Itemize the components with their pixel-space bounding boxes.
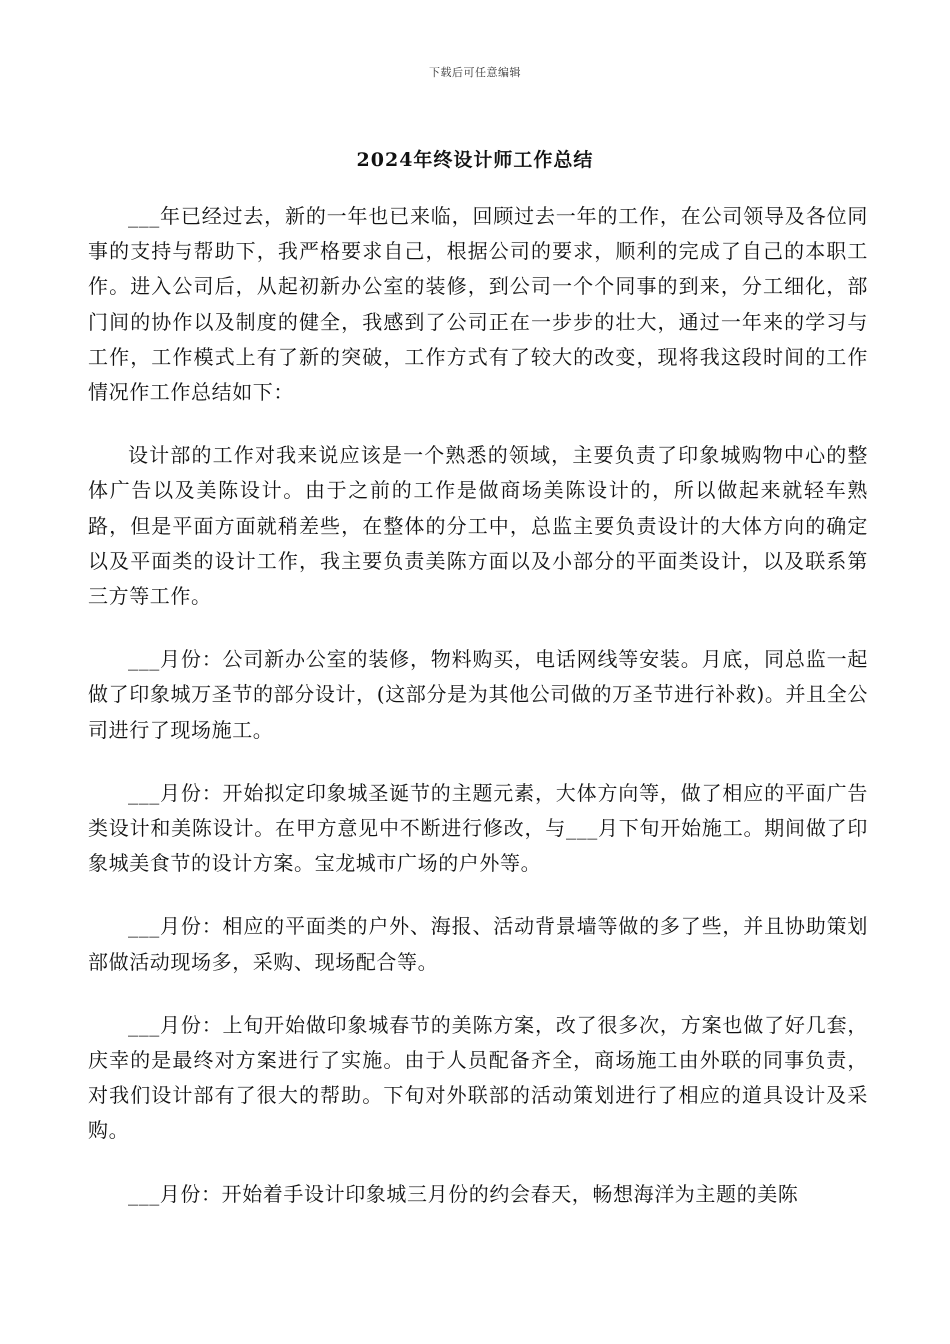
paragraph-month-2: ___月份：开始拟定印象城圣诞节的主题元素，大体方向等，做了相应的平面广告类设计和美陈设计。在甲方意见中不断进行修改，与___月下旬开始施工。期间做了印象城美食节的设计方案。宝龙城市广场的户外等。 bbox=[88, 780, 868, 876]
document-title: 2024年终设计师工作总结 bbox=[356, 149, 594, 171]
paragraph-month-5: ___月份：开始着手设计印象城三月份的约会春天，畅想海洋为主题的美陈 bbox=[128, 1181, 799, 1206]
document-body bbox=[88, 199, 868, 1240]
paragraph-month-1: ___月份：公司新办公室的装修，物料购买，电话网线等安装。月底，同总监一起做了印象城万圣节的部分设计，(这部分是为其他公司做的万圣节进行补救)。并且全公司进行了现场施工。 bbox=[88, 647, 868, 742]
paragraph-design-dept: 设计部的工作对我来说应该是一个熟悉的领域，主要负责了印象城购物中心的整体广告以及美陈设计。由于之前的工作是做商场美陈设计的，所以做起来就轻车熟路，但是平面方面就稍差些，在整体的分工中，总监主要负责设计的大体方向的确定以及平面类的设计工作，我主要负责美陈方面以及小部分的平面类设计，以及联系第三方等工作。 bbox=[88, 443, 868, 609]
paragraph-month-3: ___月份：相应的平面类的户外、海报、活动背景墙等做的多了些，并且协助策划部做活动现场多，采购、现场配合等。 bbox=[88, 914, 868, 974]
paragraph-month-4: ___月份：上旬开始做印象城春节的美陈方案，改了很多次，方案也做了好几套，庆幸的是最终对方案进行了实施。由于人员配备齐全，商场施工由外联的同事负责，对我们设计部有了很大的帮助。下旬对外联部的活动策划进行了相应的道具设计及采购。 bbox=[88, 1012, 868, 1143]
paragraph-intro: ___年已经过去，新的一年也已来临，回顾过去一年的工作，在公司领导及各位同事的支持与帮助下，我严格要求自己，根据公司的要求，顺利的完成了自己的本职工作。进入公司后，从起初新办公室的装修，到公司一个个同事的到来，分工细化，部门间的协作以及制度的健全，我感到了公司正在一步步的壮大，通过一年来的学习与工作，工作模式上有了新的突破，工作方式有了较大的改变，现将我这段时间的工作情况作工作总结如下： bbox=[88, 204, 868, 405]
header-note: 下载后可任意编辑 bbox=[429, 66, 521, 79]
